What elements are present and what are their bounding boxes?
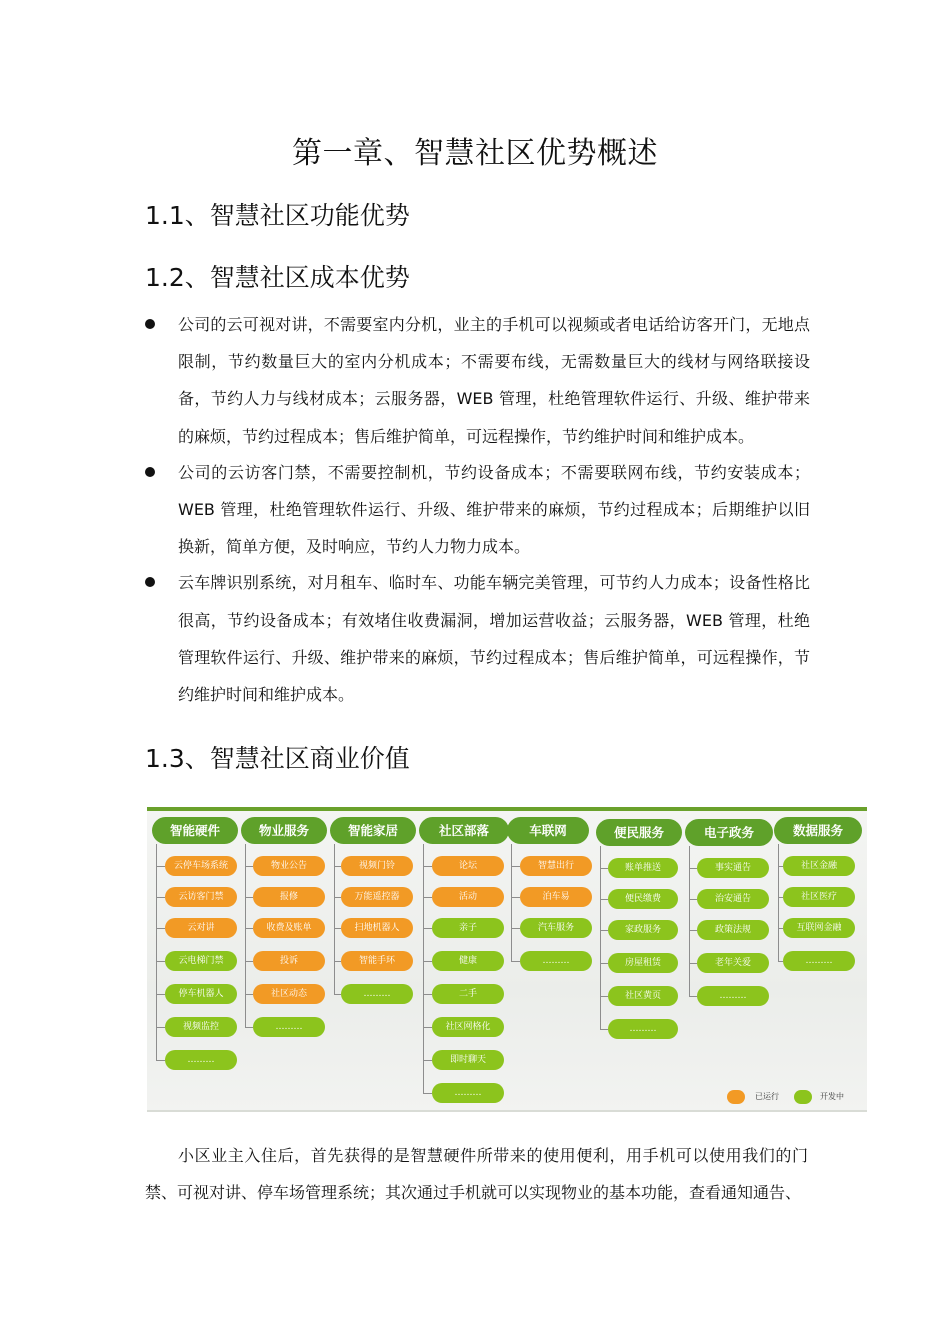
- connector-branch: [423, 1060, 432, 1061]
- feature-pill: 投诉: [253, 951, 325, 971]
- connector-branch: [156, 866, 165, 867]
- connector-branch: [689, 930, 697, 931]
- feature-pill: 互联网金融: [783, 918, 855, 938]
- list-item-text: 云车牌识别系统，对月租车、临时车、功能车辆完美管理，可节约人力成本；设备性格比很高，节约设备成本；有效堵住收费漏洞，增加运营收益；云服务器，WEB 管理，杜绝管理软件运行、升级、维护带来的麻烦，节约过程成本；售后维护简单，可远程操作，节约维护时间和维护成本。: [178, 573, 810, 705]
- connector-branch: [245, 897, 253, 898]
- feature-pill: 云电梯门禁: [165, 951, 237, 971]
- feature-pill: 万能遥控器: [341, 887, 413, 907]
- chapter-title: 第一章、智慧社区优势概述: [292, 136, 658, 171]
- feature-pill: 事实通告: [697, 858, 769, 878]
- feature-pill: 汽车服务: [520, 918, 592, 938]
- feature-pill: ………: [341, 984, 413, 1004]
- body-paragraph: 小区业主入住后，首先获得的是智慧硬件所带来的使用便利，用手机可以使用我们的门禁、可视对讲、停车场管理系统；其次通过手机就可以实现物业的基本功能，查看通知通告、: [145, 1146, 808, 1202]
- connector-branch: [423, 1093, 432, 1094]
- connector-branch: [334, 897, 341, 898]
- connector-branch: [156, 897, 165, 898]
- connector-branch: [334, 866, 341, 867]
- column-header: 社区部落: [419, 817, 509, 844]
- feature-pill: 云访客门禁: [165, 887, 237, 907]
- diagram-bottom-rule: [147, 1110, 867, 1112]
- connector-branch: [511, 866, 520, 867]
- connector-branch: [600, 1029, 608, 1030]
- feature-pill: 便民缴费: [608, 889, 678, 909]
- feature-pill: 视频监控: [165, 1017, 237, 1037]
- connector-branch: [600, 996, 608, 997]
- business-value-diagram: [147, 807, 867, 1112]
- feature-pill: 收费及账单: [253, 918, 325, 938]
- connector-branch: [334, 994, 341, 995]
- connector-branch: [423, 961, 432, 962]
- bullet-icon: [145, 577, 155, 587]
- connector-branch: [511, 928, 520, 929]
- feature-pill: ………: [783, 951, 855, 971]
- connector-branch: [689, 899, 697, 900]
- column-header: 智能硬件: [152, 817, 238, 844]
- connector-branch: [156, 961, 165, 962]
- bullet-icon: [145, 319, 155, 329]
- connector-branch: [156, 928, 165, 929]
- section-heading-1-2: 1.2、智慧社区成本优势: [145, 263, 410, 292]
- feature-pill: 泊车易: [520, 887, 592, 907]
- list-item: [145, 454, 810, 566]
- legend-running-swatch: [727, 1090, 745, 1104]
- feature-pill: 物业公告: [253, 856, 325, 876]
- feature-pill: ………: [520, 951, 592, 971]
- legend-developing-swatch: [794, 1090, 812, 1104]
- list-item-text: 公司的云访客门禁，不需要控制机，节约设备成本；不需要联网布线，节约安装成本；WEB 管理，杜绝管理软件运行、升级、维护带来的麻烦，节约过程成本；后期维护以旧换新，简单方便，及时响应，节约人力物力成本。: [178, 462, 810, 557]
- feature-pill: 治安通告: [697, 889, 769, 909]
- connector-branch: [689, 868, 697, 869]
- column-header: 智能家居: [330, 817, 416, 844]
- connector-line: [778, 844, 779, 961]
- feature-pill: ………: [165, 1050, 237, 1070]
- connector-line: [511, 844, 512, 961]
- connector-branch: [600, 930, 608, 931]
- feature-pill: ………: [253, 1017, 325, 1037]
- connector-branch: [334, 928, 341, 929]
- connector-branch: [156, 1060, 165, 1061]
- feature-pill: 停车机器人: [165, 984, 237, 1004]
- connector-branch: [156, 1027, 165, 1028]
- column-header: 车联网: [507, 817, 589, 844]
- connector-branch: [245, 994, 253, 995]
- connector-branch: [423, 897, 432, 898]
- feature-pill: 社区动态: [253, 984, 325, 1004]
- feature-pill: 二手: [432, 984, 504, 1004]
- feature-pill: 政策法规: [697, 920, 769, 940]
- feature-pill: 社区网格化: [432, 1017, 504, 1037]
- feature-pill: 健康: [432, 951, 504, 971]
- connector-branch: [423, 928, 432, 929]
- connector-branch: [423, 1027, 432, 1028]
- connector-branch: [334, 961, 341, 962]
- feature-pill: 家政服务: [608, 920, 678, 940]
- list-item: [145, 306, 810, 455]
- feature-pill: 活动: [432, 887, 504, 907]
- feature-pill: 社区黄页: [608, 986, 678, 1006]
- connector-branch: [156, 994, 165, 995]
- feature-pill: 云停车场系统: [165, 856, 237, 876]
- feature-pill: 社区医疗: [783, 887, 855, 907]
- list-item-text: 公司的云可视对讲，不需要室内分机，业主的手机可以视频或者电话给访客开门，无地点限制，节约数量巨大的室内分机成本；不需要布线，无需数量巨大的线材与网络联接设备，节约人力与线材成本；云服务器，WEB 管理，杜绝管理软件运行、升级、维护带来的麻烦，节约过程成本；售后维护简单，可远程操作，节约维护时间和维护成本。: [178, 315, 810, 446]
- feature-pill: 视频门铃: [341, 856, 413, 876]
- connector-branch: [600, 963, 608, 964]
- connector-branch: [245, 866, 253, 867]
- feature-pill: 智慧出行: [520, 856, 592, 876]
- feature-pill: 亲子: [432, 918, 504, 938]
- cost-advantage-list: [145, 306, 810, 712]
- feature-pill: ………: [697, 986, 769, 1006]
- bullet-icon: [145, 467, 155, 477]
- connector-branch: [423, 866, 432, 867]
- column-header: 便民服务: [596, 819, 682, 846]
- feature-pill: 房屋租赁: [608, 953, 678, 973]
- feature-pill: 智能手环: [341, 951, 413, 971]
- diagram-top-rule: [147, 807, 867, 811]
- legend-developing-label: 开发中: [820, 1092, 844, 1101]
- section-heading-1-1: 1.1、智慧社区功能优势: [145, 201, 410, 230]
- connector-branch: [245, 928, 253, 929]
- section-heading-1-3: 1.3、智慧社区商业价值: [145, 744, 410, 773]
- connector-line: [245, 844, 246, 1027]
- connector-branch: [511, 961, 520, 962]
- column-header: 数据服务: [774, 817, 862, 844]
- legend-running-label: 已运行: [755, 1092, 779, 1101]
- connector-branch: [245, 1027, 253, 1028]
- feature-pill: 论坛: [432, 856, 504, 876]
- connector-branch: [600, 899, 608, 900]
- connector-branch: [511, 897, 520, 898]
- feature-pill: 报修: [253, 887, 325, 907]
- feature-pill: 老年关爱: [697, 953, 769, 973]
- feature-pill: ………: [432, 1083, 504, 1103]
- connector-branch: [689, 963, 697, 964]
- feature-pill: 云对讲: [165, 918, 237, 938]
- feature-pill: 社区金融: [783, 856, 855, 876]
- connector-branch: [600, 868, 608, 869]
- feature-pill: 即时聊天: [432, 1050, 504, 1070]
- feature-pill: ………: [608, 1019, 678, 1039]
- connector-line: [600, 846, 601, 1029]
- feature-pill: 扫地机器人: [341, 918, 413, 938]
- connector-branch: [245, 961, 253, 962]
- column-header: 电子政务: [685, 819, 773, 846]
- column-header: 物业服务: [241, 817, 327, 844]
- connector-branch: [689, 996, 697, 997]
- connector-line: [423, 844, 424, 1093]
- list-item: [145, 564, 810, 713]
- connector-branch: [423, 994, 432, 995]
- feature-pill: 账单推送: [608, 858, 678, 878]
